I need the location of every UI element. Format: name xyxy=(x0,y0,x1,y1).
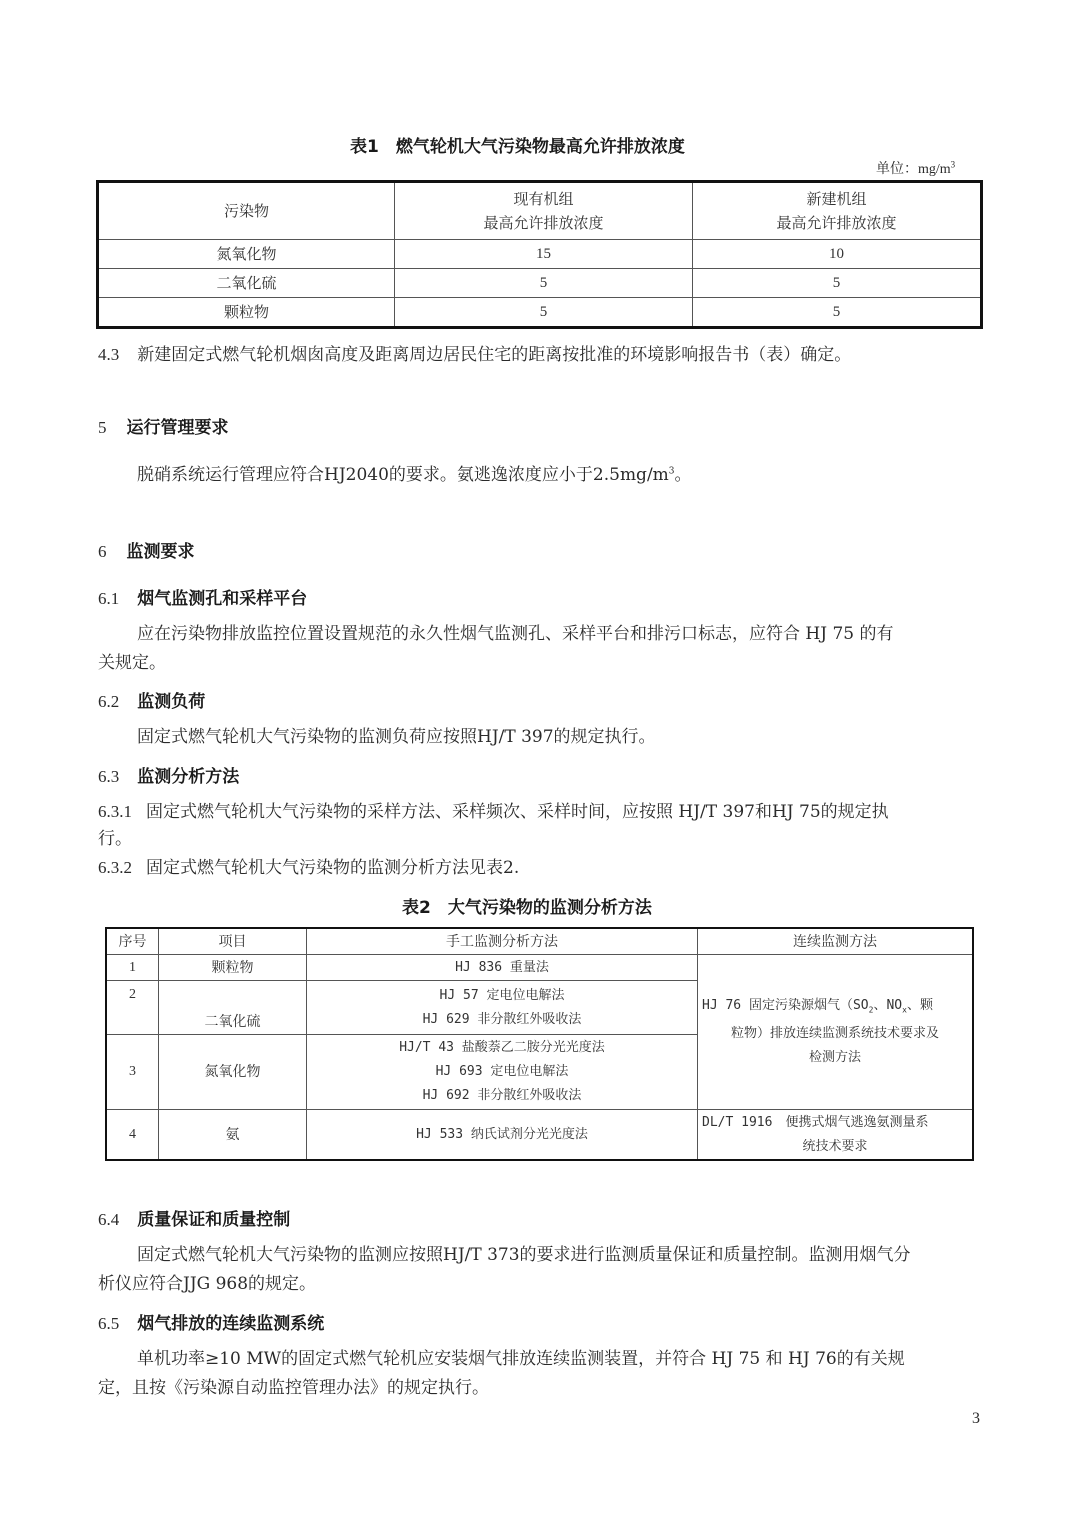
section-5-body xyxy=(137,460,692,485)
clause-6-3-1-line2: 行。 xyxy=(98,829,132,849)
table2-header-row xyxy=(106,928,973,955)
table-row xyxy=(106,955,973,981)
cell-new: 10 xyxy=(693,240,982,269)
header-manual-method: 手工监测分析方法 xyxy=(307,928,698,955)
cell-pollutant: 二氧化硫 xyxy=(98,269,395,298)
cell-no: 1 xyxy=(106,955,159,981)
table2-caption: 表2 大气污染物的监测分析方法 xyxy=(402,898,652,918)
clause-number: 4.3 xyxy=(98,345,120,364)
cell-manual xyxy=(307,1035,698,1110)
continuous-line1: DL/T 1916 便携式烟气逃逸氨测量系 xyxy=(702,1114,929,1130)
section-number: 6.4 xyxy=(98,1210,120,1229)
section-6-1-heading xyxy=(98,584,307,609)
text-part: HJ 76 固定污染源烟气（SO xyxy=(702,997,869,1013)
section-number: 6.5 xyxy=(98,1314,120,1333)
unit-label: 单位：mg/m xyxy=(876,162,951,177)
section-title: 质量保证和质量控制 xyxy=(137,1210,291,1230)
section-5-heading xyxy=(98,413,229,438)
header-new-line1: 新建机组 xyxy=(806,190,867,208)
header-pollutant: 污染物 xyxy=(98,182,395,240)
subscript: x xyxy=(902,1005,907,1015)
section-number: 6.3 xyxy=(98,767,120,786)
header-no: 序号 xyxy=(106,928,159,955)
cell-item: 二氧化硫 xyxy=(159,981,307,1035)
section-6-3-heading xyxy=(98,762,239,787)
table-row xyxy=(98,240,982,269)
cell-manual: HJ 836 重量法 xyxy=(307,955,698,981)
cell-item: 氨 xyxy=(159,1110,307,1161)
header-new-line2: 最高允许排放浓度 xyxy=(776,214,897,232)
method-line: HJ 57 定电位电解法 xyxy=(439,987,565,1003)
section-6-4-heading xyxy=(98,1205,290,1230)
subscript: 2 xyxy=(868,1005,874,1015)
section-title: 监测要求 xyxy=(126,542,195,562)
method-line: HJ 629 非分散红外吸收法 xyxy=(422,1011,582,1027)
section-6-5-body-line1: 单机功率≥10 MW的固定式燃气轮机应安装烟气排放连续监测装置，并符合 HJ 75 和 HJ 76的有关规 xyxy=(137,1349,905,1369)
cell-pollutant: 氮氧化物 xyxy=(98,240,395,269)
cell-manual: HJ 533 纳氏试剂分光光度法 xyxy=(307,1110,698,1161)
cell-pollutant: 颗粒物 xyxy=(98,298,395,328)
superscript: 3 xyxy=(668,466,675,477)
cell-no: 2 xyxy=(106,981,159,1035)
continuous-line2: 粒物）排放连续监测系统技术要求及 xyxy=(730,1026,939,1042)
header-existing-line1: 现有机组 xyxy=(513,190,574,208)
body-end: 。 xyxy=(674,465,692,485)
body-text: 脱硝系统运行管理应符合HJ2040的要求。氨逃逸浓度应小于2.5mg/m xyxy=(137,465,669,485)
text-part: 、NO xyxy=(873,997,903,1013)
section-6-4-body-line2: 析仪应符合JJG 968的规定。 xyxy=(98,1274,317,1294)
cell-item: 氮氧化物 xyxy=(159,1035,307,1110)
section-6-2-heading xyxy=(98,687,205,712)
header-item: 项目 xyxy=(159,928,307,955)
clause-6-3-1-line1 xyxy=(98,797,889,822)
continuous-line2: 统技术要求 xyxy=(802,1138,868,1154)
clause-number: 6.3.1 xyxy=(98,802,132,821)
table2-analysis-methods xyxy=(105,927,974,1161)
table1-emission-limits xyxy=(96,180,983,329)
header-existing-units xyxy=(395,182,693,240)
method-line: HJ 693 定电位电解法 xyxy=(435,1064,569,1079)
continuous-line1 xyxy=(702,994,968,1023)
table-row xyxy=(98,298,982,328)
section-number: 6 xyxy=(98,542,107,561)
clause-6-3-2 xyxy=(98,853,519,878)
clause-text: 新建固定式燃气轮机烟囱高度及距离周边居民住宅的距离按批准的环境影响报告书（表）确定。 xyxy=(137,345,852,365)
clause-text: 固定式燃气轮机大气污染物的采样方法、采样频次、采样时间，应按照 HJ/T 397和HJ 75的规定执 xyxy=(146,802,889,822)
method-line: HJ/T 43 盐酸萘乙二胺分光光度法 xyxy=(399,1040,605,1055)
section-title: 运行管理要求 xyxy=(126,418,229,438)
method-line: HJ 692 非分散红外吸收法 xyxy=(422,1088,582,1103)
cell-continuous-dlt1916 xyxy=(698,1110,974,1161)
table1-header-row xyxy=(98,182,982,240)
section-6-5-body-line2: 定，且按《污染源自动监控管理办法》的规定执行。 xyxy=(98,1378,489,1398)
continuous-line3: 检测方法 xyxy=(808,1050,861,1066)
cell-manual xyxy=(307,981,698,1035)
cell-existing: 5 xyxy=(395,298,693,328)
section-6-1-body-line1: 应在污染物排放监控位置设置规范的永久性烟气监测孔、采样平台和排污口标志，应符合 HJ 75 的有 xyxy=(137,624,894,644)
cell-no: 4 xyxy=(106,1110,159,1161)
section-title: 烟气监测孔和采样平台 xyxy=(137,589,308,609)
section-6-1-body-line2: 关规定。 xyxy=(98,653,166,673)
section-title: 监测分析方法 xyxy=(137,767,240,787)
clause-4-3 xyxy=(98,340,851,365)
section-number: 6.2 xyxy=(98,692,120,711)
cell-continuous-hj76 xyxy=(698,955,974,1110)
cell-new: 5 xyxy=(693,298,982,328)
section-6-2-body: 固定式燃气轮机大气污染物的监测负荷应按照HJ/T 397的规定执行。 xyxy=(137,727,656,747)
header-existing-line2: 最高允许排放浓度 xyxy=(483,214,604,232)
table1-unit xyxy=(876,158,955,178)
cell-existing: 5 xyxy=(395,269,693,298)
table-row xyxy=(98,269,982,298)
text-part: 、颗 xyxy=(906,997,933,1013)
unit-superscript: 3 xyxy=(950,159,956,170)
page-number: 3 xyxy=(972,1410,980,1427)
header-continuous-method: 连续监测方法 xyxy=(698,928,974,955)
section-title: 烟气排放的连续监测系统 xyxy=(137,1314,325,1334)
cell-item: 颗粒物 xyxy=(159,955,307,981)
cell-existing: 15 xyxy=(395,240,693,269)
table-row xyxy=(106,1110,973,1161)
section-6-heading xyxy=(98,537,195,562)
clause-number: 6.3.2 xyxy=(98,858,132,877)
section-number: 6.1 xyxy=(98,589,120,608)
section-number: 5 xyxy=(98,418,107,437)
section-6-4-body-line1: 固定式燃气轮机大气污染物的监测应按照HJ/T 373的要求进行监测质量保证和质量控制。监测用烟气分 xyxy=(137,1245,911,1265)
section-title: 监测负荷 xyxy=(137,692,206,712)
table1-caption: 表1 燃气轮机大气污染物最高允许排放浓度 xyxy=(350,137,685,157)
cell-new: 5 xyxy=(693,269,982,298)
clause-text: 固定式燃气轮机大气污染物的监测分析方法见表2. xyxy=(146,858,520,878)
section-6-5-heading xyxy=(98,1309,324,1334)
header-new-units xyxy=(693,182,982,240)
cell-no: 3 xyxy=(106,1035,159,1110)
